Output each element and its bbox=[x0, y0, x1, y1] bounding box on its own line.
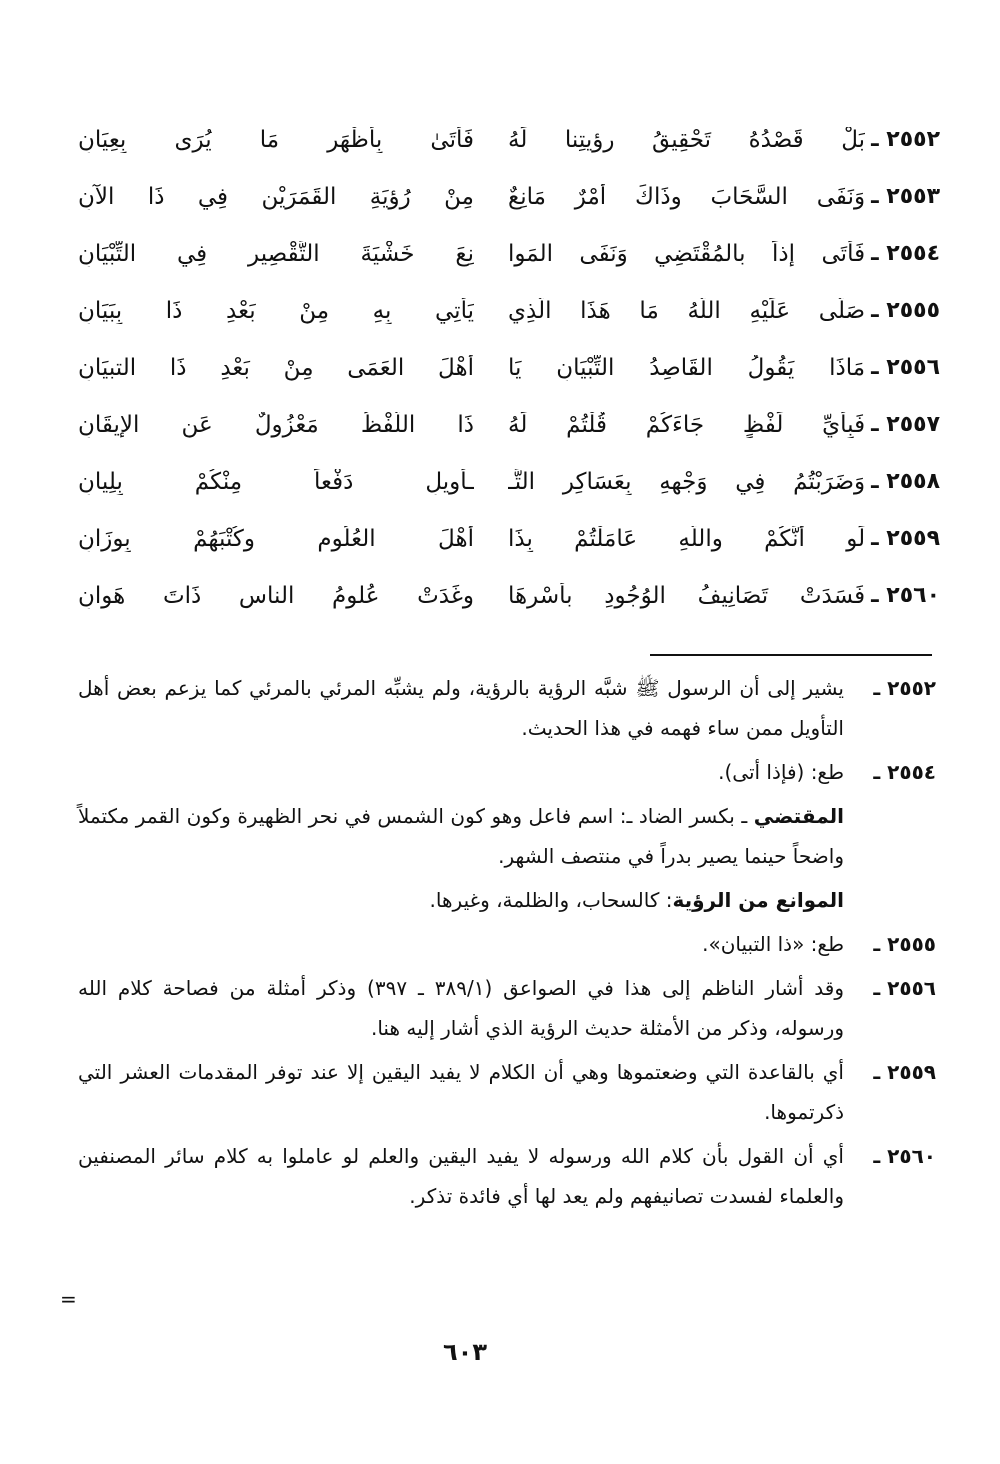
verse-number: ٢٥٥٤ ـ bbox=[871, 241, 940, 266]
footnote-body bbox=[78, 752, 844, 920]
verse-number: ٢٥٥٥ ـ bbox=[871, 298, 940, 323]
verse-second-hemistich: فَأَتَىٰ بِأَظْهَرِ مَا يُرَى بِعِيَانِ bbox=[78, 126, 474, 153]
verse-second-hemistich: أَهْلَ العَمَى مِنْ بَعْدِ ذَا التبيَانِ bbox=[78, 354, 474, 381]
footnotes bbox=[78, 668, 936, 1220]
verse-second-hemistich: وغَدَتْ عُلومُ الناسِ ذَاتَ هَوانِ bbox=[78, 582, 474, 609]
page-number: ٦٠٣ bbox=[443, 1338, 487, 1366]
footnote bbox=[78, 1136, 936, 1216]
footnote-number: ٢٥٥٤ ـ bbox=[873, 760, 936, 784]
poem-verses bbox=[78, 111, 940, 624]
footnote-body bbox=[78, 924, 844, 964]
footnote-number: ٢٥٦٠ ـ bbox=[873, 1144, 936, 1168]
verse-first-hemistich-cell bbox=[508, 298, 940, 324]
footnote-text: أي أن القول بأن كلام الله ورسوله لا يفيد اليقين والعلم لو عاملوا به كلام سائر المصنفين والعلماء لفسدت تصانيفهم ولم يعد لها أي فائدة تذكر. bbox=[78, 1144, 844, 1208]
verse-row bbox=[78, 168, 940, 225]
verse-number: ٢٥٥٩ ـ bbox=[871, 526, 940, 551]
verse-first-hemistich-cell bbox=[508, 412, 940, 438]
footnote-body bbox=[78, 668, 844, 748]
verse-first-hemistich-cell bbox=[508, 583, 940, 609]
verse-row bbox=[78, 396, 940, 453]
footnote-text: طع: «ذا التبيان». bbox=[702, 932, 844, 956]
verse-first-hemistich-cell bbox=[508, 469, 940, 495]
verse-row bbox=[78, 339, 940, 396]
footnote-paragraph-text: : كالسحاب، والظلمة، وغيرها. bbox=[429, 888, 673, 912]
verse-first-hemistich: بَلْ قَصْدُهُ تَحْقِيقُ رؤيتِنا لَهُ bbox=[508, 126, 866, 153]
verse-second-hemistich: ـأويلِ دَفْعاً مِنْكُمْ بِلِيانِ bbox=[78, 468, 474, 495]
verse-row bbox=[78, 453, 940, 510]
footnote-text: طع: (فإذا أتى). bbox=[718, 760, 844, 784]
verse-first-hemistich-cell bbox=[508, 241, 940, 267]
verse-row bbox=[78, 282, 940, 339]
verse-first-hemistich: فَبِأَيِّ لَفْظٍ جَاءَكُمْ قُلْتُمْ لَهُ bbox=[508, 411, 866, 438]
footnote bbox=[78, 968, 936, 1048]
footnote bbox=[78, 1052, 936, 1132]
footnote-number: ٢٥٥٢ ـ bbox=[873, 676, 936, 700]
footnote-body bbox=[78, 1052, 844, 1132]
verse-first-hemistich-cell bbox=[508, 526, 940, 552]
verse-first-hemistich: وَنَفَى السَّحَابَ وذَاكَ أَمْرٌ مَانِعٌ bbox=[508, 183, 866, 210]
verse-second-hemistich: مِنْ رُؤيَةِ القَمَرَيْنِ فِي ذَا الآنِ bbox=[78, 183, 474, 210]
verse-first-hemistich-cell bbox=[508, 355, 940, 381]
footnote-paragraph bbox=[78, 880, 844, 920]
footnote-text: يشير إلى أن الرسول ﷺ شبَّه الرؤية بالرؤية، ولم يشبِّه المرئي بالمرئي كما يزعم بعض أهل التأويل ممن ساء فهمه في هذا الحديث. bbox=[78, 676, 844, 740]
verse-first-hemistich: لَو أَنَّكُمْ واللَّهِ عَامَلْتُمْ بِذَا bbox=[508, 525, 866, 552]
verse-first-hemistich: وَضَرَبْتُمُ فِي وَجْهِهِ بِعَسَاكِرِ التَّـ bbox=[508, 468, 866, 495]
verse-first-hemistich-cell bbox=[508, 184, 940, 210]
verse-first-hemistich-cell bbox=[508, 127, 940, 153]
footnote-number: ٢٥٥٦ ـ bbox=[873, 976, 936, 1000]
footnote-number: ٢٥٥٥ ـ bbox=[873, 932, 936, 956]
footnote bbox=[78, 924, 936, 964]
verse-second-hemistich: يَأْتِي بِهِ مِنْ بَعْدِ ذَا بِبَيَانِ bbox=[78, 297, 474, 324]
verse-second-hemistich: نِعَ خَشْيَةَ التَّقْصِيرِ فِي التِّبْيَانِ bbox=[78, 240, 474, 267]
footnote-body bbox=[78, 1136, 844, 1216]
verse-number: ٢٥٥٢ ـ bbox=[871, 127, 940, 152]
verse-row bbox=[78, 111, 940, 168]
footnote bbox=[78, 752, 936, 920]
verse-number: ٢٥٥٦ ـ bbox=[871, 355, 940, 380]
continuation-mark: = bbox=[60, 1287, 77, 1311]
verse-second-hemistich: ذَا اللَّفْظُ مَعْزُولٌ عَنِ الإيقَانِ bbox=[78, 411, 474, 438]
verse-first-hemistich: فَأَتَى إذاً بالمُقْتَضِي وَنَفَى المَوا bbox=[508, 240, 866, 267]
verse-second-hemistich: أَهْلَ العُلُوم وكُتْبَهُمْ بِوِزَانِ bbox=[78, 525, 474, 552]
footnote-body bbox=[78, 968, 844, 1048]
footnote-term: المقتضي bbox=[753, 804, 844, 828]
footnote-text: وقد أشار الناظم إلى هذا في الصواعق (٣٨٩/١ ـ ٣٩٧) وذكر أمثلة من فصاحة كلام الله ورسوله، وذكر من الأمثلة حديث الرؤية الذي أشار إليه هنا. bbox=[78, 976, 844, 1040]
verse-number: ٢٥٦٠ ـ bbox=[871, 583, 940, 608]
verse-row bbox=[78, 567, 940, 624]
footnote-term: الموانع من الرؤية bbox=[672, 888, 844, 912]
footnote bbox=[78, 668, 936, 748]
verse-number: ٢٥٥٧ ـ bbox=[871, 412, 940, 437]
verse-first-hemistich: فَسَدَتْ تَصَانِيفُ الوُجُودِ بأسْرِهَا bbox=[508, 582, 866, 609]
footnote-separator-rule bbox=[650, 654, 932, 656]
footnote-paragraph-text: ـ بكسر الضاد ـ: اسم فاعل وهو كون الشمس في نحر الظهيرة وكون القمر مكتملاً واضحاً حينما يصير بدراً في منتصف الشهر. bbox=[78, 804, 844, 868]
verse-number: ٢٥٥٣ ـ bbox=[871, 184, 940, 209]
verse-first-hemistich: مَاذَا يَقُولُ القَاصِدُ التِّبْيَانِ يَا bbox=[508, 354, 866, 381]
verse-number: ٢٥٥٨ ـ bbox=[871, 469, 940, 494]
footnote-paragraph bbox=[78, 796, 844, 876]
footnote-text: أي بالقاعدة التي وضعتموها وهي أن الكلام لا يفيد اليقين إلا عند توفر المقدمات العشر التي ذكرتموها. bbox=[78, 1060, 844, 1124]
verse-row bbox=[78, 510, 940, 567]
verse-row bbox=[78, 225, 940, 282]
verse-first-hemistich: صَلَّى عَلَيْهِ اللَّهُ مَا هَذَا الَّذِي bbox=[508, 297, 866, 324]
footnote-number: ٢٥٥٩ ـ bbox=[873, 1060, 936, 1084]
